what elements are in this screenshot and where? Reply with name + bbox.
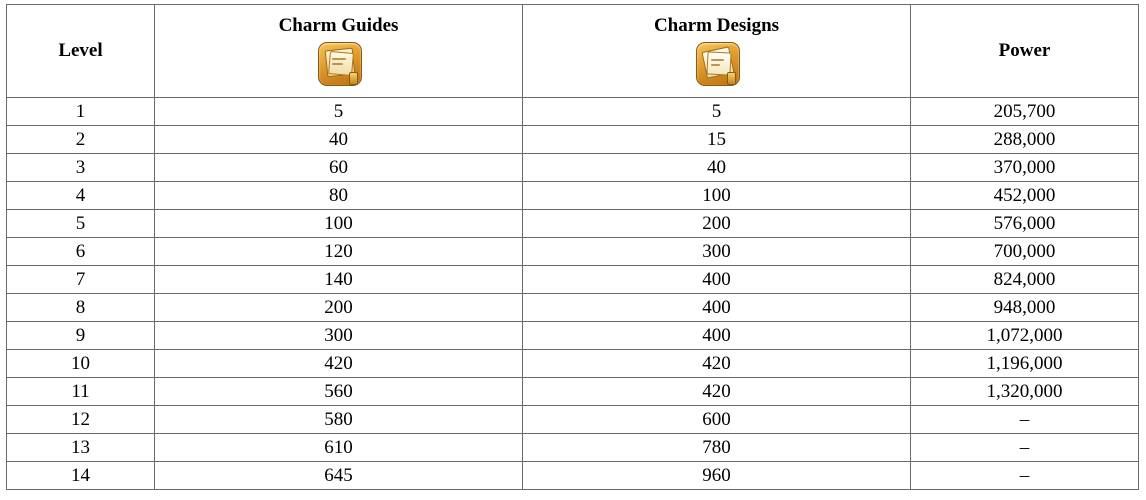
charm-guides-icon xyxy=(316,40,362,86)
cell-charm_designs: 15 xyxy=(523,126,911,154)
cell-power: – xyxy=(911,434,1139,462)
cell-level: 12 xyxy=(7,406,155,434)
cell-charm_guides: 140 xyxy=(155,266,523,294)
cell-level: 7 xyxy=(7,266,155,294)
cell-level: 11 xyxy=(7,378,155,406)
cell-level: 8 xyxy=(7,294,155,322)
table-row xyxy=(7,406,1139,434)
column-header-label-level: Level xyxy=(58,39,103,61)
charm-upgrade-table xyxy=(6,4,1139,490)
cell-charm_guides: 610 xyxy=(155,434,523,462)
cell-level: 3 xyxy=(7,154,155,182)
cell-charm_guides: 200 xyxy=(155,294,523,322)
table-row xyxy=(7,266,1139,294)
table-row xyxy=(7,154,1139,182)
column-header-label-charm-designs: Charm Designs xyxy=(653,14,780,36)
cell-level: 1 xyxy=(7,98,155,126)
cell-power: – xyxy=(911,462,1139,490)
cell-charm_guides: 5 xyxy=(155,98,523,126)
cell-charm_designs: 400 xyxy=(523,322,911,350)
cell-level: 5 xyxy=(7,210,155,238)
cell-charm_guides: 60 xyxy=(155,154,523,182)
cell-level: 10 xyxy=(7,350,155,378)
cell-charm_guides: 580 xyxy=(155,406,523,434)
table-header-row xyxy=(7,5,1139,98)
cell-charm_guides: 120 xyxy=(155,238,523,266)
cell-charm_designs: 780 xyxy=(523,434,911,462)
column-header-charm-guides xyxy=(155,5,523,98)
cell-charm_designs: 40 xyxy=(523,154,911,182)
cell-power: 824,000 xyxy=(911,266,1139,294)
cell-level: 2 xyxy=(7,126,155,154)
cell-power: 205,700 xyxy=(911,98,1139,126)
table-row xyxy=(7,126,1139,154)
table-row xyxy=(7,294,1139,322)
column-header-label-charm-guides: Charm Guides xyxy=(278,14,399,36)
cell-power: 1,072,000 xyxy=(911,322,1139,350)
cell-level: 9 xyxy=(7,322,155,350)
table-row xyxy=(7,238,1139,266)
cell-power: – xyxy=(911,406,1139,434)
cell-charm_guides: 645 xyxy=(155,462,523,490)
cell-power: 948,000 xyxy=(911,294,1139,322)
cell-power: 1,320,000 xyxy=(911,378,1139,406)
cell-charm_guides: 420 xyxy=(155,350,523,378)
cell-charm_designs: 420 xyxy=(523,378,911,406)
cell-charm_designs: 5 xyxy=(523,98,911,126)
charm-designs-icon xyxy=(694,40,740,86)
table-row xyxy=(7,350,1139,378)
table-row xyxy=(7,462,1139,490)
cell-power: 700,000 xyxy=(911,238,1139,266)
cell-charm_guides: 80 xyxy=(155,182,523,210)
table-row xyxy=(7,210,1139,238)
table-row xyxy=(7,378,1139,406)
cell-charm_designs: 200 xyxy=(523,210,911,238)
cell-level: 6 xyxy=(7,238,155,266)
cell-power: 452,000 xyxy=(911,182,1139,210)
cell-charm_guides: 40 xyxy=(155,126,523,154)
cell-level: 4 xyxy=(7,182,155,210)
cell-charm_designs: 420 xyxy=(523,350,911,378)
cell-power: 370,000 xyxy=(911,154,1139,182)
table-body xyxy=(7,98,1139,490)
cell-charm_guides: 100 xyxy=(155,210,523,238)
cell-power: 288,000 xyxy=(911,126,1139,154)
cell-charm_designs: 400 xyxy=(523,294,911,322)
table-header xyxy=(7,5,1139,98)
cell-charm_guides: 300 xyxy=(155,322,523,350)
column-header-charm-designs xyxy=(523,5,911,98)
cell-charm_designs: 600 xyxy=(523,406,911,434)
cell-charm_designs: 100 xyxy=(523,182,911,210)
table-row xyxy=(7,182,1139,210)
cell-level: 13 xyxy=(7,434,155,462)
cell-charm_designs: 960 xyxy=(523,462,911,490)
cell-charm_designs: 300 xyxy=(523,238,911,266)
table-row xyxy=(7,322,1139,350)
cell-power: 576,000 xyxy=(911,210,1139,238)
cell-level: 14 xyxy=(7,462,155,490)
table-row xyxy=(7,98,1139,126)
column-header-level xyxy=(7,5,155,98)
cell-charm_designs: 400 xyxy=(523,266,911,294)
column-header-label-power: Power xyxy=(998,39,1051,61)
cell-charm_guides: 560 xyxy=(155,378,523,406)
table-row xyxy=(7,434,1139,462)
cell-power: 1,196,000 xyxy=(911,350,1139,378)
column-header-power xyxy=(911,5,1139,98)
